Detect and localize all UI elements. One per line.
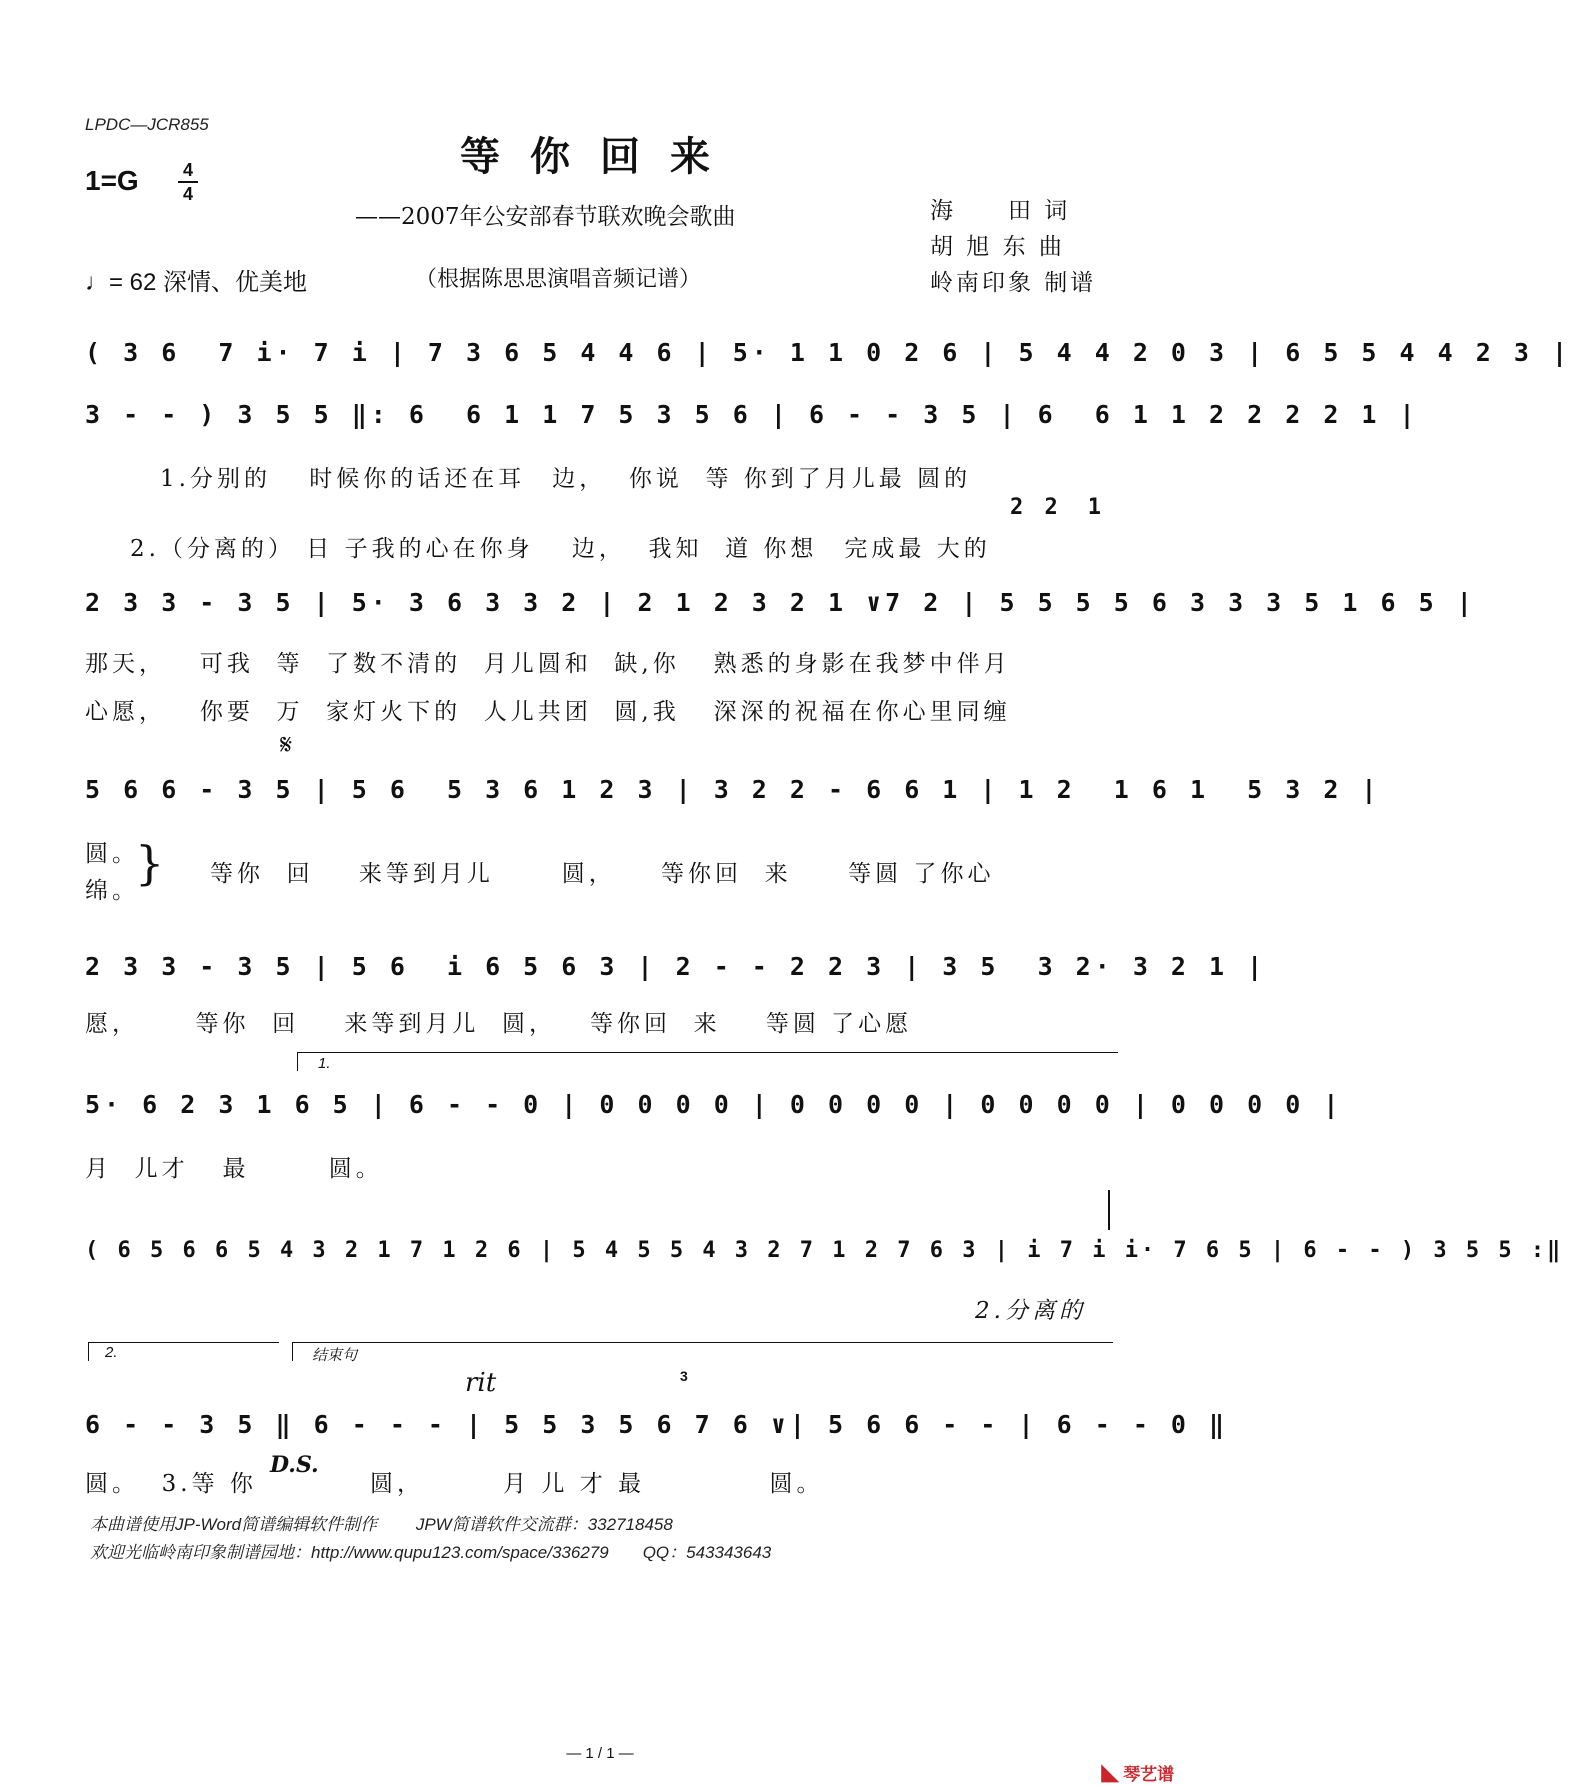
lyrics-verse-1: 1.分别的 时候你的话还在耳 边， 你说 等 你到了月儿最 圆的 <box>160 466 972 492</box>
volta-2-label: 2. <box>105 1344 118 1361</box>
footer-software-note: 本曲谱使用JP-Word简谱编辑软件制作 JPW简谱软件交流群：332718458 <box>90 1515 673 1534</box>
lyrics-final: 圆。 3.等 你 圆， 月 儿 才 最 圆。 <box>85 1471 824 1497</box>
time-signature-bottom: 4 <box>182 184 193 204</box>
ending-label: 结束句 <box>312 1347 358 1364</box>
score-code: LPDC—JCR855 <box>85 115 209 134</box>
page-number: — 1 / 1 — <box>566 1745 634 1762</box>
ending-bracket <box>292 1342 1113 1361</box>
lyrics-verse-2: 心愿， 你要 万 家灯火下的 人儿共团 圆,我 深深的祝福在你心里同缠 <box>85 699 1011 725</box>
time-signature <box>178 160 198 204</box>
lyricist-credit: 海 田 词 <box>930 198 1071 224</box>
footer-website-note: 欢迎光临岭南印象制谱园地：http://www.qupu123.com/space/336279 QQ：543343643 <box>90 1543 772 1562</box>
logo-text: 琴艺谱 <box>1123 1765 1175 1784</box>
score-system-4: 5 6 6 - 3 5 | 5 6 5 3 6 1 2 3 | 3 2 2 - 6 6 1 | 1 2 1 6 1 5 3 2 | <box>85 775 1381 804</box>
score-system-5: 2 3 3 - 3 5 | 5 6 i 6 5 6 3 | 2 - - 2 2 3 | 3 5 3 2· 3 2 1 | <box>85 952 1267 981</box>
lyrics-verse-2: 2.（分离的） 日 子我的心在你身 边， 我知 道 你想 完成最 大的 <box>130 536 991 562</box>
alt-notes: 2 2 1 <box>1010 495 1105 520</box>
triplet-mark: 3 <box>680 1368 688 1384</box>
score-system-1: ( 3 6 7 i· 7 i | 7 3 6 5 4 4 6 | 5· 1 1 0 2 6 | 5 4 4 2 0 3 | 6 5 5 4 4 2 3 | <box>85 338 1571 367</box>
arranger-credit: 岭南印象 制谱 <box>930 270 1097 296</box>
score-system-2: 3 - - ) 3 5 5 ‖: 6 6 1 1 7 5 3 5 6 | 6 - - 3 5 | 6 6 1 1 2 2 2 2 1 | <box>85 400 1419 429</box>
composer-credit: 胡 旭 东 曲 <box>930 234 1065 260</box>
tempo-marking: ♩= 62 深情、优美地 <box>85 269 308 296</box>
brace: } <box>135 836 165 890</box>
lyrics-verse-1: 圆。 <box>85 841 139 867</box>
lyrics-chorus: 愿， 等你 回 来等到月儿 圆， 等你回 来 等圆 了心愿 <box>85 1011 913 1037</box>
transcription-source: （根据陈思思演唱音频记谱） <box>415 267 702 292</box>
volta-1-bracket <box>297 1052 1118 1071</box>
score-system-3: 2 3 3 - 3 5 | 5· 3 6 3 3 2 | 2 1 2 3 2 1 ∨7 2 | 5 5 5 5 6 3 3 3 5 1 6 5 | <box>85 588 1476 617</box>
time-signature-top: 4 <box>182 160 193 180</box>
site-logo <box>1092 1740 1174 1785</box>
lyrics-verse-1: 月 儿才 最 圆。 <box>85 1156 383 1182</box>
lyrics-chorus: 等你 回 来等到月儿 圆， 等你回 来 等圆 了你心 <box>210 861 995 887</box>
subtitle: ——2007年公安部春节联欢晚会歌曲 <box>355 204 736 230</box>
score-system-6: 5· 6 2 3 1 6 5 | 6 - - 0 | 0 0 0 0 | 0 0 0 0 | 0 0 0 0 | 0 0 0 0 | <box>85 1090 1343 1119</box>
lyrics-verse-1: 那天， 可我 等 了数不清的 月儿圆和 缺,你 熟悉的身影在我梦中伴月 <box>85 651 1011 677</box>
lyrics-verse-2: 绵。 <box>85 878 139 904</box>
score-system-8: 6 - - 3 5 ‖ 6 - - - | 5 5 3 5 6 7 6 ∨| 5 6 6 - - | 6 - - 0 ‖ <box>85 1410 1229 1439</box>
logo-icon: ◣ <box>1101 1765 1124 1784</box>
rit-marking: rit <box>465 1368 497 1398</box>
score-system-7: ( 6 5 6 6 5 4 3 2 1 7 1 2 6 | 5 4 5 5 4 3 2 7 1 2 7 6 3 | i 7 i i· 7 6 5 | 6 - - ) 3 5 5 :‖ <box>85 1238 1564 1263</box>
song-title: 等你回来 <box>460 133 740 180</box>
ds-marking: D.S. <box>270 1452 319 1478</box>
key-signature: 1=G <box>85 165 139 196</box>
lyrics-verse-2-pickup: 2.分离的 <box>975 1298 1086 1324</box>
segno-sign: 𝄋 <box>280 728 293 761</box>
volta-1-label: 1. <box>318 1055 331 1072</box>
